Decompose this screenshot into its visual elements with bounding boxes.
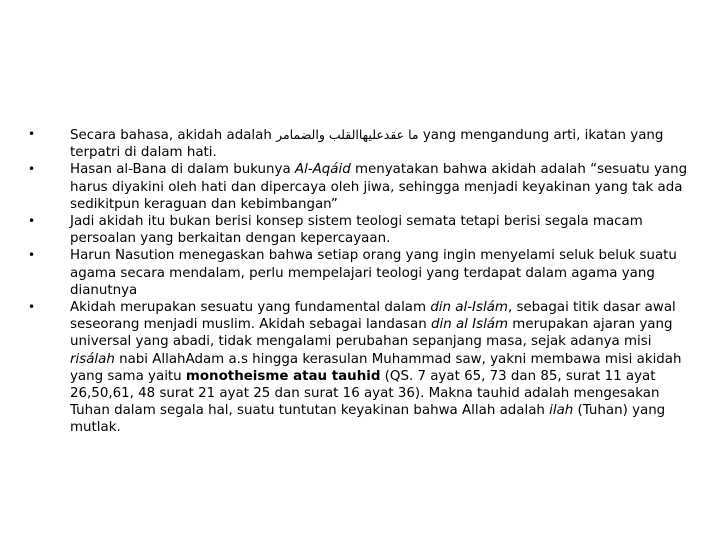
italic-term: ilah — [549, 403, 574, 419]
item-text: , sebagai titik dasar awal seseorang menjadi muslim. Akidah sebagai landasan — [70, 300, 676, 333]
bold-term: monotheisme atau tauhid — [185, 368, 381, 384]
bullet-icon: • — [28, 162, 36, 177]
item-text: menyatakan bahwa akidah adalah “sesuatu yang harus diyakini oleh hati dan dipercaya oleh jiwa, sehingga menjadi keyakinan yang tak ada sedikitpun keraguan dan kebimbangan” — [70, 162, 688, 212]
bullet-icon: • — [28, 300, 36, 315]
list-item — [28, 213, 688, 247]
bullet-list — [28, 126, 688, 437]
item-text: nabi AllahAdam a.s hingga kerasulan Muhammad saw, yakni membawa misi akidah yang sama yaitu — [70, 351, 682, 384]
arabic-term: ما عقدعليهاالقلب والضمامر — [276, 127, 419, 142]
list-item — [28, 247, 688, 299]
item-text: Akidah merupakan sesuatu yang fundamental dalam — [70, 300, 431, 316]
list-item — [28, 299, 688, 437]
item-text: Hasan al-Bana di dalam bukunya — [70, 162, 295, 178]
list-item — [28, 161, 688, 213]
italic-term: din al-Islám — [430, 300, 508, 316]
italic-term: din al Islám — [431, 317, 509, 333]
bullet-icon: • — [28, 127, 36, 141]
item-text: (Tuhan) yang mutlak. — [70, 403, 666, 436]
item-text: Harun Nasution menegaskan bahwa setiap orang yang ingin menyelami seluk beluk suatu agama secara mendalam, perlu mempelajari teologi yang terdapat dalam agama yang dianutnya — [70, 248, 677, 298]
item-text: merupakan ajaran yang universal yang abadi, tidak mengalami perubahan sepanjang masa, sejak adanya misi — [70, 317, 673, 350]
bullet-icon: • — [28, 214, 36, 229]
list-item — [28, 126, 688, 161]
book-title: Al-Aqáid — [294, 162, 351, 178]
bullet-icon: • — [28, 248, 36, 263]
italic-term: risálah — [70, 351, 115, 367]
item-text: (QS. 7 ayat 65, 73 dan 85, surat 11 ayat 26,50,61, 48 surat 21 ayat 25 dan surat 16 ayat 36). Makna tauhid adalah mengesakan Tuhan dalam segala hal, suatu tuntutan keyakinan bahwa Allah adalah — [70, 368, 660, 419]
item-text: Jadi akidah itu bukan berisi konsep sistem teologi semata tetapi berisi segala macam persoalan yang berkaitan dengan kepercayaan. — [70, 214, 643, 247]
item-text: Secara bahasa, akidah adalah — [70, 128, 277, 143]
item-text: yang mengandung arti, ikatan yang terpatri di dalam hati. — [70, 128, 664, 161]
